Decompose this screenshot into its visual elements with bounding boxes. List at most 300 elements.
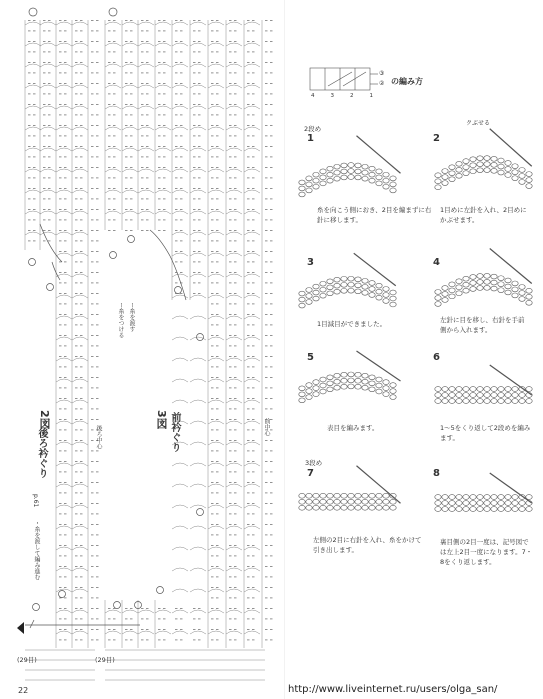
chart-cable-arc (226, 169, 242, 172)
chart-stitch-mark (252, 430, 255, 431)
chart-cable-arc (190, 253, 206, 256)
yarn-loop (355, 499, 361, 504)
chart-stitch-mark (252, 167, 255, 168)
chart-stitch-mark (59, 209, 62, 210)
chart-stitch-mark (130, 125, 133, 126)
chart-stitch-mark (113, 41, 116, 42)
yarn-loop (463, 165, 469, 170)
chart-stitch-mark (270, 73, 273, 74)
chart-stitch-mark (91, 577, 94, 578)
chart-cable-arc (40, 106, 56, 109)
chart-stitch-mark (193, 178, 196, 179)
yarn-loop (376, 377, 382, 382)
chart-stitch-mark (216, 283, 219, 284)
yarn-loop (369, 505, 375, 510)
chart-stitch-mark (180, 241, 183, 242)
chart3-title: 前衿ぐり (169, 412, 180, 452)
chart-stitch-mark (216, 514, 219, 515)
chart-stitch-mark (59, 272, 62, 273)
chart-cable-arc (208, 400, 224, 403)
yarn-loop (442, 495, 448, 500)
yarn-loop (320, 169, 326, 174)
chart-stitch-mark (113, 125, 116, 126)
chart-stitch-mark (229, 398, 232, 399)
chart-stitch-mark (193, 209, 196, 210)
chart-stitch-mark (175, 146, 178, 147)
yarn-loop (512, 495, 518, 500)
yarn-loop (306, 389, 312, 394)
chart-stitch-mark (270, 31, 273, 32)
chart-stitch-mark (180, 608, 183, 609)
chart-stitch-mark (75, 209, 78, 210)
yarn-loop (334, 289, 340, 294)
chart-stitch-mark (43, 209, 46, 210)
chart-stitch-mark (198, 209, 201, 210)
yarn-loop (313, 499, 319, 504)
step-1-illustration (296, 132, 406, 207)
chart-cable-arc (105, 148, 121, 151)
chart-stitch-mark (175, 136, 178, 137)
chart-stitch-mark (43, 83, 46, 84)
chart-stitch-mark (216, 346, 219, 347)
chart-stitch-mark (43, 115, 46, 116)
chart-stitch-mark (59, 640, 62, 641)
chart-stitch-mark (234, 388, 237, 389)
chart-stitch-mark (265, 230, 268, 231)
chart-stitch-mark (198, 31, 201, 32)
chart-cable-arc (244, 127, 260, 130)
chart-cable-arc (244, 442, 260, 445)
chart-stitch-mark (247, 209, 250, 210)
yarn-loop (313, 184, 319, 189)
chart-stitch-mark (198, 199, 201, 200)
chart-stitch-mark (59, 472, 62, 473)
chart-cable-arc (138, 211, 154, 214)
yarn-loop (456, 291, 462, 296)
chart-stitch-mark (270, 20, 273, 21)
yarn-loop (369, 375, 375, 380)
yarn-loop (390, 389, 396, 394)
chart-stitch-mark (216, 209, 219, 210)
chart-stitch-mark (113, 31, 116, 32)
chart-stitch-mark (216, 41, 219, 42)
yarn-loop (505, 161, 511, 166)
chart-stitch-mark (234, 482, 237, 483)
chart-stitch-mark (247, 41, 250, 42)
chart-stitch-mark (108, 62, 111, 63)
chart-stitch-mark (252, 325, 255, 326)
chart-stitch-mark (91, 388, 94, 389)
chart-stitch-mark (193, 220, 196, 221)
chart-stitch-mark (216, 482, 219, 483)
chart-stitch-mark (113, 619, 116, 620)
yarn-loop (435, 296, 441, 301)
chart-stitch-mark (211, 461, 214, 462)
yarn-loop (470, 163, 476, 168)
chart-stitch-mark (270, 356, 273, 357)
yarn-loop (334, 499, 340, 504)
chart-stitch-mark (80, 535, 83, 536)
chart3-figure-label: 3図 (155, 410, 168, 429)
chart-stitch-mark (108, 199, 111, 200)
yarn-loop (383, 392, 389, 397)
yarn-loop (355, 289, 361, 294)
chart-stitch-mark (43, 167, 46, 168)
chart-stitch-mark (48, 83, 51, 84)
chart-stitch-mark (158, 125, 161, 126)
yarn-loop (334, 373, 340, 378)
yarn-loop (526, 300, 532, 305)
chart-stitch-mark (80, 199, 83, 200)
chart-stitch-mark (180, 220, 183, 221)
chart-stitch-mark (59, 398, 62, 399)
chart-stitch-mark (163, 104, 166, 105)
chart-cable-arc (40, 190, 56, 193)
chart-stitch-mark (175, 20, 178, 21)
yarn-loop (327, 279, 333, 284)
chart-stitch-mark (33, 136, 36, 137)
chart-stitch-mark (113, 178, 116, 179)
chart-stitch-mark (130, 73, 133, 74)
chart-stitch-mark (80, 566, 83, 567)
yarn-loop (505, 507, 511, 512)
chart-stitch-mark (141, 629, 144, 630)
yarn-loop (348, 288, 354, 293)
chart-stitch-mark (265, 136, 268, 137)
chart-stitch-mark (265, 577, 268, 578)
chart-stitch-mark (229, 577, 232, 578)
chart2-note-2: p.61 (32, 494, 39, 508)
yarn-loop (470, 495, 476, 500)
yarn-loop (299, 398, 305, 403)
yarn-loop (470, 507, 476, 512)
chart-stitch-mark (198, 83, 201, 84)
yarn-loop (512, 387, 518, 392)
yarn-loop (477, 162, 483, 167)
chart-stitch-mark (211, 388, 214, 389)
chart-stitch-mark (108, 209, 111, 210)
chart-stitch-mark (113, 199, 116, 200)
chart-stitch-mark (180, 640, 183, 641)
chart-stitch-mark (113, 167, 116, 168)
chart-cable-arc (155, 610, 171, 613)
yarn-loop (320, 505, 326, 510)
chart-stitch-mark (80, 430, 83, 431)
chart-stitch-mark (91, 545, 94, 546)
chart-stitch-mark (80, 398, 83, 399)
chart-stitch-mark (125, 178, 128, 179)
chart-cable-arc (172, 358, 188, 361)
chart-stitch-mark (175, 52, 178, 53)
yarn-loop (383, 299, 389, 304)
chart-stitch-mark (48, 73, 51, 74)
chart-stitch-mark (130, 608, 133, 609)
chart-stitch-mark (247, 629, 250, 630)
yarn-loop (505, 387, 511, 392)
chart-stitch-mark (175, 188, 178, 189)
chart-stitch-mark (64, 262, 67, 263)
chart-stitch-mark (265, 83, 268, 84)
chart-stitch-mark (96, 419, 99, 420)
chart-stitch-mark (211, 209, 214, 210)
chart-stitch-mark (247, 556, 250, 557)
chart-stitch-mark (211, 41, 214, 42)
chart-cable-arc (244, 85, 260, 88)
chart-cable-arc (190, 547, 206, 550)
chart-cable-arc (72, 295, 88, 298)
chart-stitch-mark (198, 283, 201, 284)
chart-cable-arc (190, 610, 206, 613)
chart-cable-arc (40, 85, 56, 88)
yarn-loop (477, 393, 483, 398)
chart-stitch-mark (91, 304, 94, 305)
chart-cable-arc (56, 631, 72, 634)
step-7-illustration (296, 462, 406, 537)
chart-cable-arc (226, 337, 242, 340)
step-8-illustration (432, 470, 537, 530)
chart-stitch-mark (247, 577, 250, 578)
yarn-loop (512, 507, 518, 512)
chart-stitch-mark (175, 199, 178, 200)
chart-stitch-mark (91, 419, 94, 420)
chart-cable-arc (244, 232, 260, 235)
chart-cable-arc (56, 22, 72, 25)
chart-stitch-mark (158, 640, 161, 641)
chart-stitch-mark (59, 377, 62, 378)
chart-stitch-mark (252, 262, 255, 263)
yarn-loop (376, 493, 382, 498)
chart-cable-arc (56, 421, 72, 424)
chart-stitch-mark (59, 52, 62, 53)
chart-cable-arc (208, 421, 224, 424)
chart-stitch-mark (125, 115, 128, 116)
chart-stitch-mark (108, 157, 111, 158)
chart-cable-arc (208, 22, 224, 25)
chart-stitch-mark (91, 283, 94, 284)
chart-stitch-mark (80, 304, 83, 305)
yarn-loop (299, 186, 305, 191)
chart-stitch-mark (198, 62, 201, 63)
chart-stitch-mark (175, 262, 178, 263)
yarn-loop (390, 302, 396, 307)
chart-cable-arc (56, 568, 72, 571)
chart3-start-row: (29目) (95, 656, 115, 664)
chart-stitch-mark (158, 629, 161, 630)
chart-stitch-mark (211, 220, 214, 221)
chart-stitch-mark (270, 524, 273, 525)
chart-stitch-mark (193, 619, 196, 620)
chart-stitch-mark (229, 335, 232, 336)
chart-cable-arc (244, 295, 260, 298)
chart-stitch-mark (252, 94, 255, 95)
chart-stitch-mark (80, 356, 83, 357)
chart-stitch-mark (96, 535, 99, 536)
chart-stitch-mark (59, 440, 62, 441)
step-4-number: 4 (433, 257, 440, 268)
chart2-note-1: ・糸を渡して編み進む (33, 520, 40, 580)
chart-cable-arc (56, 148, 72, 151)
chart-stitch-mark (216, 440, 219, 441)
yarn-loop (348, 499, 354, 504)
step-7-number: 7 (307, 468, 314, 479)
chart-stitch-mark (141, 41, 144, 42)
yarn-loop (512, 399, 518, 404)
chart-stitch-mark (252, 199, 255, 200)
chart-stitch-mark (48, 31, 51, 32)
yarn-loop (477, 495, 483, 500)
chart-stitch-mark (265, 325, 268, 326)
chart-stitch-mark (270, 199, 273, 200)
chart-stitch-mark (234, 367, 237, 368)
chart-stitch-mark (113, 20, 116, 21)
yarn-loop (435, 179, 441, 184)
chart-stitch-mark (252, 73, 255, 74)
chart-stitch-mark (125, 640, 128, 641)
chart-stitch-mark (96, 598, 99, 599)
yarn-loop (320, 175, 326, 180)
chart-stitch-mark (270, 640, 273, 641)
yarn-loop (463, 495, 469, 500)
chart-stitch-mark (80, 335, 83, 336)
chart-stitch-mark (75, 272, 78, 273)
chart-cable-arc (190, 190, 206, 193)
chart-stitch-mark (234, 346, 237, 347)
yarn-loop (519, 399, 525, 404)
chart-stitch-mark (80, 73, 83, 74)
yarn-loop (341, 378, 347, 383)
chart-stitch-mark (59, 41, 62, 42)
yarn-loop (348, 169, 354, 174)
yarn-loop (362, 170, 368, 175)
chart-stitch-mark (234, 178, 237, 179)
yarn-loop (369, 381, 375, 386)
chart-stitch-mark (270, 587, 273, 588)
chart-cable-arc (138, 64, 154, 67)
yarn-loop (449, 495, 455, 500)
chart-stitch-mark (265, 451, 268, 452)
yarn-loop (362, 373, 368, 378)
yarn-loop (498, 387, 504, 392)
chart-stitch-mark (130, 31, 133, 32)
chart-stitch-mark (265, 241, 268, 242)
chart-stitch-mark (130, 640, 133, 641)
chart-stitch-mark (130, 41, 133, 42)
chart-stitch-mark (234, 115, 237, 116)
chart-stitch-mark (247, 419, 250, 420)
method-index-4: 4 (311, 93, 315, 99)
chart-stitch-mark (180, 115, 183, 116)
chart-cable-arc (155, 85, 171, 88)
chart-stitch-mark (59, 556, 62, 557)
chart-stitch-mark (64, 115, 67, 116)
chart-stitch-mark (270, 377, 273, 378)
chart-stitch-mark (247, 619, 250, 620)
chart-cable-arc (244, 610, 260, 613)
chart-stitch-mark (80, 178, 83, 179)
yarn-loop (519, 393, 525, 398)
yarn-loop (306, 188, 312, 193)
chart-stitch-mark (252, 566, 255, 567)
chart-stitch-mark (180, 262, 183, 263)
chart-stitch-mark (125, 73, 128, 74)
step-4-caption: 左針に目を移し、右針を手前側から入れます。 (440, 316, 525, 334)
chart-stitch-mark (180, 199, 183, 200)
chart-cable-arc (56, 274, 72, 277)
chart-stitch-mark (252, 409, 255, 410)
chart-stitch-mark (216, 62, 219, 63)
yarn-loop (484, 507, 490, 512)
yarn-loop (299, 291, 305, 296)
chart-stitch-mark (229, 20, 232, 21)
chart-stitch-mark (96, 178, 99, 179)
chart-cable-arc (25, 127, 41, 130)
chart-cable-arc (208, 106, 224, 109)
step-2-illustration (432, 125, 537, 200)
yarn-loop (306, 299, 312, 304)
chart-stitch-mark (146, 20, 149, 21)
chart-stitch-mark (247, 598, 250, 599)
chart-stitch-mark (59, 566, 62, 567)
yarn-loop (442, 175, 448, 180)
chart-stitch-mark (75, 367, 78, 368)
chart-cable-arc (244, 22, 260, 25)
yarn-loop (355, 277, 361, 282)
chart-stitch-mark (141, 94, 144, 95)
chart-stitch-mark (96, 577, 99, 578)
chart-stitch-mark (163, 94, 166, 95)
chart-stitch-mark (175, 230, 178, 231)
chart-stitch-mark (96, 335, 99, 336)
chart-cable-arc (244, 148, 260, 151)
chart-stitch-mark (270, 608, 273, 609)
chart-stitch-mark (158, 20, 161, 21)
chart-stitch-mark (211, 293, 214, 294)
chart-stitch-mark (198, 619, 201, 620)
chart-cable-arc (226, 127, 242, 130)
chart-stitch-mark (64, 409, 67, 410)
chart-cable-arc (25, 22, 41, 25)
chart-stitch-mark (125, 62, 128, 63)
yarn-loop (306, 293, 312, 298)
chart-stitch-mark (270, 272, 273, 273)
chart-stitch-mark (28, 41, 31, 42)
chart-stitch-mark (91, 629, 94, 630)
chart-cable-arc (105, 211, 121, 214)
chart-stitch-mark (163, 640, 166, 641)
chart-cable-arc (244, 547, 260, 550)
chart-stitch-mark (198, 178, 201, 179)
chart-stitch-mark (33, 146, 36, 147)
chart-stitch-mark (48, 199, 51, 200)
page-number: 22 (18, 686, 29, 695)
chart-cable-arc (172, 190, 188, 193)
chart-stitch-mark (265, 283, 268, 284)
yarn-loop (348, 493, 354, 498)
chart-stitch-mark (211, 83, 214, 84)
chart-stitch-mark (96, 629, 99, 630)
chart-cable-arc (226, 232, 242, 235)
chart-stitch-mark (270, 493, 273, 494)
chart-stitch-mark (234, 440, 237, 441)
chart-cable-arc (190, 106, 206, 109)
yarn-loop (355, 378, 361, 383)
chart-cable-arc (226, 631, 242, 634)
chart-stitch-mark (130, 146, 133, 147)
chart-cable-arc (172, 148, 188, 151)
chart-stitch-mark (28, 157, 31, 158)
chart-stitch-mark (270, 262, 273, 263)
yarn-loop (498, 393, 504, 398)
